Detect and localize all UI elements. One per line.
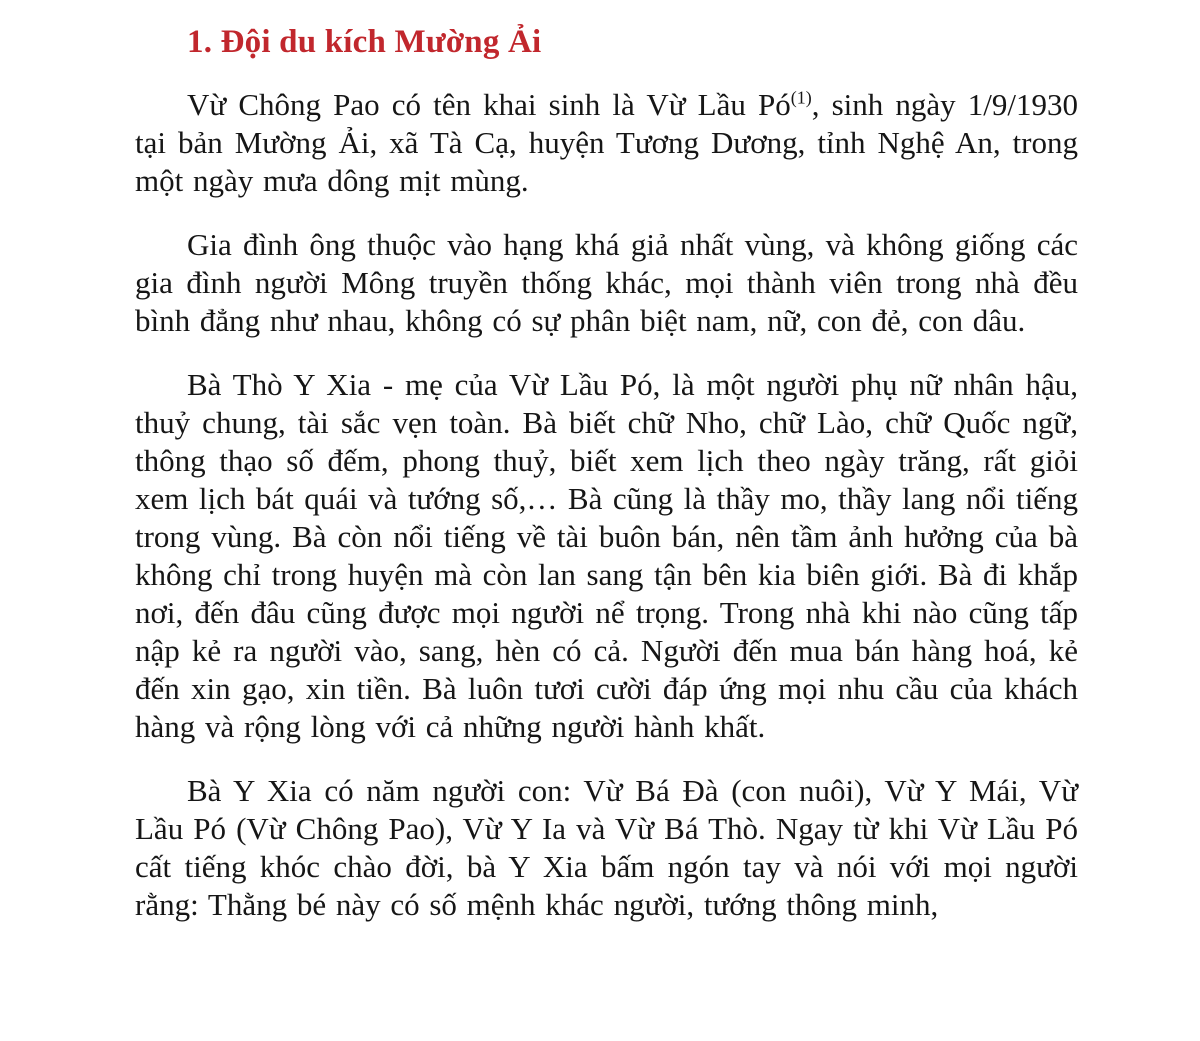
footnote-marker: (1) [790,87,812,108]
paragraph-mother-description: Bà Thò Y Xia - mẹ của Vừ Lầu Pó, là một người phụ nữ nhân hậu, thuỷ chung, tài sắc vẹn toàn. Bà biết chữ Nho, chữ Lào, chữ Quốc ngữ, thông thạo số đếm, phong thuỷ, biết xem lịch theo ngày trăng, rất giỏi xem lịch bát quái và tướng số,… Bà cũng là thầy mo, thầy lang nổi tiếng trong vùng. Bà còn nổi tiếng về tài buôn bán, nên tầm ảnh hưởng của bà không chỉ trong huyện mà còn lan sang tận bên kia biên giới. Bà đi khắp nơi, đến đâu cũng được mọi người nể trọng. Trong nhà khi nào cũng tấp nập kẻ ra người vào, sang, hèn có cả. Người đến mua bán hàng hoá, kẻ đến xin gạo, xin tiền. Bà luôn tươi cười đáp ứng mọi nhu cầu của khách hàng và rộng lòng với cả những người hành khất. [135,367,1078,744]
section-heading: 1. Đội du kích Mường Ải [187,24,542,60]
paragraph-birth-info-text: Vừ Chông Pao có tên khai sinh là Vừ Lầu Pó [187,87,791,122]
paragraph-birth-info [135,86,1078,200]
paragraph-family-status: Gia đình ông thuộc vào hạng khá giả nhất vùng, và không giống các gia đình người Mông truyền thống khác, mọi thành viên trong nhà đều bình đẳng như nhau, không có sự phân biệt nam, nữ, con đẻ, con dâu. [135,227,1078,338]
paragraph-children-list: Bà Y Xia có năm người con: Vừ Bá Đà (con nuôi), Vừ Y Mái, Vừ Lầu Pó (Vừ Chông Pao), Vừ Y Ia và Vừ Bá Thò. Ngay từ khi Vừ Lầu Pó cất tiếng khóc chào đời, bà Y Xia bấm ngón tay và nói với mọi người rằng: Thằng bé này có số mệnh khác người, tướng thông minh, [135,773,1078,922]
paragraph-birth-info-continued: , sinh ngày 1/9/1930 tại bản Mường Ải, xã Tà Cạ, huyện Tương Dương, tỉnh Nghệ An, trong một ngày mưa dông mịt mùng. [135,87,1078,198]
